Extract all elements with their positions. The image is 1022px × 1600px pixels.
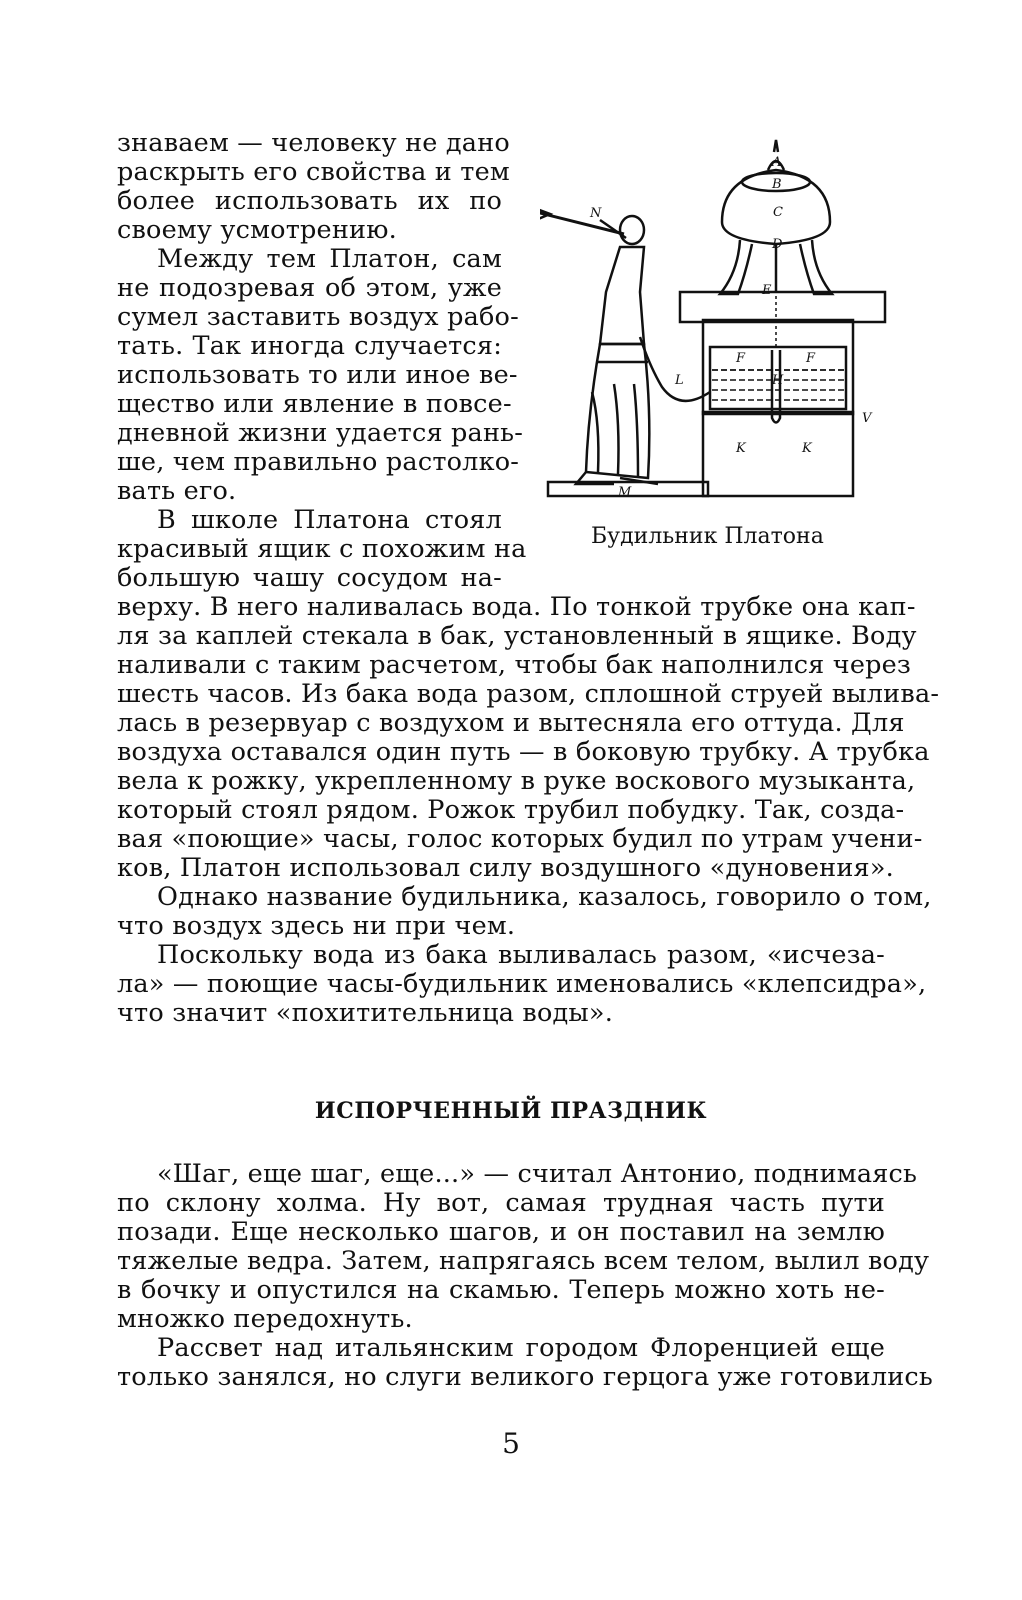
paragraph-first-line: «Шаг, еще шаг, еще...» — считал Антонио, поднимаясь xyxy=(157,1159,918,1189)
text-line: что воздух здесь ни при чем. xyxy=(117,911,516,941)
figure-label: V xyxy=(862,411,872,426)
text-line: не подозревая об этом, уже xyxy=(117,273,502,303)
text-line: что значит «похитительница воды». xyxy=(117,998,614,1028)
paragraph-first-line: Однако название будильника, казалось, говорило о том, xyxy=(157,882,932,912)
paragraph-first-line: Рассвет над итальянским городом Флоренцией еще xyxy=(157,1333,885,1363)
text-line: раскрыть его свойства и тем xyxy=(117,157,510,187)
text-line: множко передохнуть. xyxy=(117,1304,413,1334)
figure-label: B xyxy=(772,177,782,192)
text-line: который стоял рядом. Рожок трубил побудку. Так, созда- xyxy=(117,795,905,825)
page-number: 5 xyxy=(502,1427,520,1460)
text-line: ла» — поющие часы-будильник именовались «клепсидра», xyxy=(117,969,927,999)
text-line: вать его. xyxy=(117,476,237,506)
text-line: ше, чем правильно растолко- xyxy=(117,447,520,477)
figure-label: F xyxy=(806,351,816,366)
text-line: использовать то или иное ве- xyxy=(117,360,518,390)
text-line: знаваем — человеку не дано xyxy=(117,128,510,158)
figure-label: A xyxy=(772,155,782,170)
text-line: в бочку и опустился на скамью. Теперь можно хоть не- xyxy=(117,1275,885,1305)
text-line: по склону холма. Ну вот, самая трудная часть пути xyxy=(117,1188,885,1218)
text-line: тяжелые ведра. Затем, напрягаясь всем телом, вылил воду xyxy=(117,1246,930,1276)
text-line: наливали с таким расчетом, чтобы бак наполнился через xyxy=(117,650,912,680)
paragraph-first-line: Между тем Платон, сам xyxy=(157,244,502,274)
text-line: более использовать их по xyxy=(117,186,502,216)
text-line: верху. В него наливалась вода. По тонкой трубке она кап- xyxy=(117,592,916,622)
figure-label: K xyxy=(736,441,746,456)
section-heading: ИСПОРЧЕННЫЙ ПРАЗДНИК xyxy=(314,1098,708,1124)
figure-label: L xyxy=(675,373,684,388)
text-line: позади. Еще несколько шагов, и он поставил на землю xyxy=(117,1217,885,1247)
text-line: ков, Платон использовал силу воздушного «дуновения». xyxy=(117,853,894,883)
figure-label: H xyxy=(772,373,784,388)
text-line: вела к рожку, укрепленному в руке воскового музыканта, xyxy=(117,766,916,796)
text-line: лась в резервуар с воздухом и вытесняла его оттуда. Для xyxy=(117,708,905,738)
figure-label: N xyxy=(590,206,602,221)
text-line: вая «поющие» часы, голос которых будил по утрам учени- xyxy=(117,824,923,854)
text-line: своему усмотрению. xyxy=(117,215,397,245)
clepsydra-illustration xyxy=(540,122,900,512)
figure-label: C xyxy=(773,205,783,220)
text-line: шесть часов. Из бака вода разом, сплошной струей вылива- xyxy=(117,679,940,709)
text-line: воздуха оставался один путь — в боковую трубку. А трубка xyxy=(117,737,930,767)
text-line: сумел заставить воздух рабо- xyxy=(117,302,519,332)
text-line: дневной жизни удается рань- xyxy=(117,418,524,448)
text-line: ля за каплей стекала в бак, установленный в ящике. Воду xyxy=(117,621,917,651)
figure-label: F xyxy=(736,351,746,366)
text-line: только занялся, но слуги великого герцога уже готовились xyxy=(117,1362,933,1392)
paragraph-first-line: В школе Платона стоял xyxy=(157,505,502,535)
figure-label: K xyxy=(802,441,812,456)
figure-caption: Будильник Платона xyxy=(591,524,824,549)
text-line: красивый ящик с похожим на xyxy=(117,534,527,564)
text-line: щество или явление в повсе- xyxy=(117,389,512,419)
text-line: большую чашу сосудом на- xyxy=(117,563,502,593)
figure-label: E xyxy=(762,283,772,298)
text-line: тать. Так иногда случается: xyxy=(117,331,502,361)
figure-label: D xyxy=(772,237,783,252)
paragraph-first-line: Поскольку вода из бака выливалась разом, «исчеза- xyxy=(157,940,885,970)
figure-label: M xyxy=(618,485,632,500)
